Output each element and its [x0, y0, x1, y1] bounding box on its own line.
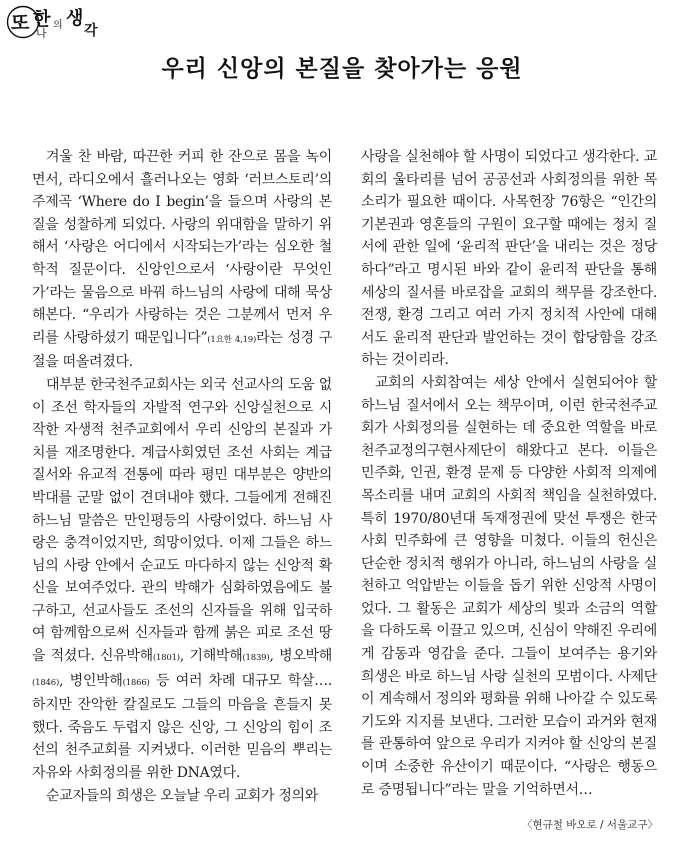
year-1846: (1846) [32, 677, 60, 688]
column-logo-mark [6, 4, 110, 40]
paragraph-2-text: 대부분 한국천주교회사는 외국 선교사의 도움 없이 조선 학자들의 자발적 연구와 신앙실천으로 시작한 자생적 천주교회에서 우리 신앙의 본질과 가치를 재조명한다. 계급사회였던 조선 사회는 계급질서와 유교적 전통에 따라 평민 대부분은 양반의 박대를 군말 없이 견뎌내야 했다. 그들에게 전해진 하느님 말씀은 만인평등의 사랑이었다. 하느님 사랑은 충격이었지만, 희망이었다. 이제 그들은 하느님의 사랑 안에서 순교도 마다하지 않는 신앙적 확신을 보여주었다. 관의 박해가 심화하였음에도 불구하고, 선교사들도 조선의 신자들을 위해 입국하여 함께함으로써 신자들과 함께 붉은 피로 조선 땅을 적셨다. 신유박해 [32, 376, 332, 665]
logo-char-4: 의 [53, 20, 63, 31]
paragraph-1 [32, 146, 332, 374]
article-column-left [32, 146, 332, 807]
paragraph-2-byeongin: , 병인박해 [59, 672, 123, 689]
paragraph-2-byeongo: , 병오박해 [269, 648, 332, 665]
paragraph-2-end: 등 여러 차례 대규모 학살…. 하지만 잔악한 칼질로도 그들의 마음을 흔들지 못했다. 죽음도 두렵지 않은 신앙, 그 신앙의 힘이 조선의 천주교회를 지켜냈다. 이러한 믿음의 뿌리는 자유와 사회정의를 위한 DNA였다. [32, 672, 332, 782]
year-1866: (1866) [122, 677, 150, 688]
article-column-right [361, 146, 657, 801]
logo-char-6: 각 [84, 23, 98, 39]
article-title: 우리 신앙의 본질을 찾아가는 응원 [161, 56, 523, 82]
paragraph-2-gihae: , 기해박해 [179, 648, 243, 665]
bible-reference: (1요한 4,19) [207, 334, 257, 345]
year-1801: (1801) [152, 653, 180, 664]
paragraph-3-continued: 사랑을 실천해야 할 사명이 되었다고 생각한다. 교회의 울타리를 넘어 공공선과 사회정의를 위한 목소리가 필요한 때이다. 사목헌장 76항은 “인간의 기본권과 영혼들의 구원이 요구할 때에는 정치 질서에 관한 일에 ‘윤리적 판단’을 내리는 것은 정당하다”라고 명시된 바와 같이 윤리적 판단을 통해 세상의 질서를 바로잡을 교회의 책무를 강조한다. 전쟁, 환경 그리고 여러 가지 정치적 사안에 대해서도 윤리적 판단과 발언하는 것이 합당함을 강조하는 것이리라. [361, 149, 657, 369]
paragraph-1-text: 겨울 찬 바람, 따끈한 커피 한 잔으로 몸을 녹이면서, 라디오에서 흘러나오는 영화 ‘러브스토리’의 주제곡 ‘Where do I begin’을 들으며 사랑의 본질을 성찰하게 되었다. 사랑의 위대함을 말하기 위해서 ‘사랑은 어디에서 시작되는가’라는 심오한 철학적 질문이다. 신앙인으로서 ‘사랑이란 무엇인가’라는 물음으로 바꿔 하느님의 사랑에 대해 묵상해본다. “우리가 사랑하는 것은 그분께서 먼저 우리를 사랑하셨기 때문입니다” [32, 149, 332, 346]
logo-char-5: 생 [66, 8, 84, 29]
logo-char-2: 한 [33, 9, 51, 30]
logo-char-3: 나 [36, 27, 47, 40]
paragraph-2 [32, 374, 332, 785]
paragraph-4: 교회의 사회참여는 세상 안에서 실현되어야 할 하느님 질서에서 오는 책무이며, 이런 한국천주교회가 사회정의를 실현하는 데 중요한 역할을 바로 천주교정의구현사제단이 해왔다고 본다. 이들은 민주화, 인권, 환경 문제 등 다양한 사회적 의제에 목소리를 내며 교회의 사회적 책임을 실천하였다. 특히 1970/80년대 독재정권에 맞선 투쟁은 한국 사회 민주화에 큰 영향을 미쳤다. 이들의 헌신은 단순한 정치적 행위가 아니라, 하느님의 사랑을 실천하고 억압받는 이들을 돕기 위한 신앙적 사명이었다. 그 활동은 교회가 세상의 빛과 소금의 역할을 다하도록 이끌고 있으며, 신심이 약해진 우리에게 감동과 영감을 준다. 그들이 보여주는 용기와 희생은 바로 하느님 사랑 실천의 모범이다. 사제단이 계속해서 정의와 평화를 위해 나아갈 수 있도록 기도와 지지를 보낸다. 그러한 모습이 과거와 현재를 관통하여 앞으로 우리가 지켜야 할 신앙의 본질이며 소중한 유산이기 때문이다. “사랑은 행동으로 증명됩니다”라는 말을 기억하면서… [361, 374, 657, 798]
column-logo [6, 4, 110, 40]
author-byline: 〈현규철 바오로 / 서울교구〉 [522, 819, 658, 831]
year-1839: (1839) [242, 653, 270, 664]
logo-char-1: 또 [11, 12, 30, 34]
paragraph-1-end: 라는 성경 구절을 떠올려졌다. [32, 329, 332, 371]
paragraph-3: 순교자들의 희생은 오늘날 우리 교회가 정의와 [46, 787, 319, 804]
